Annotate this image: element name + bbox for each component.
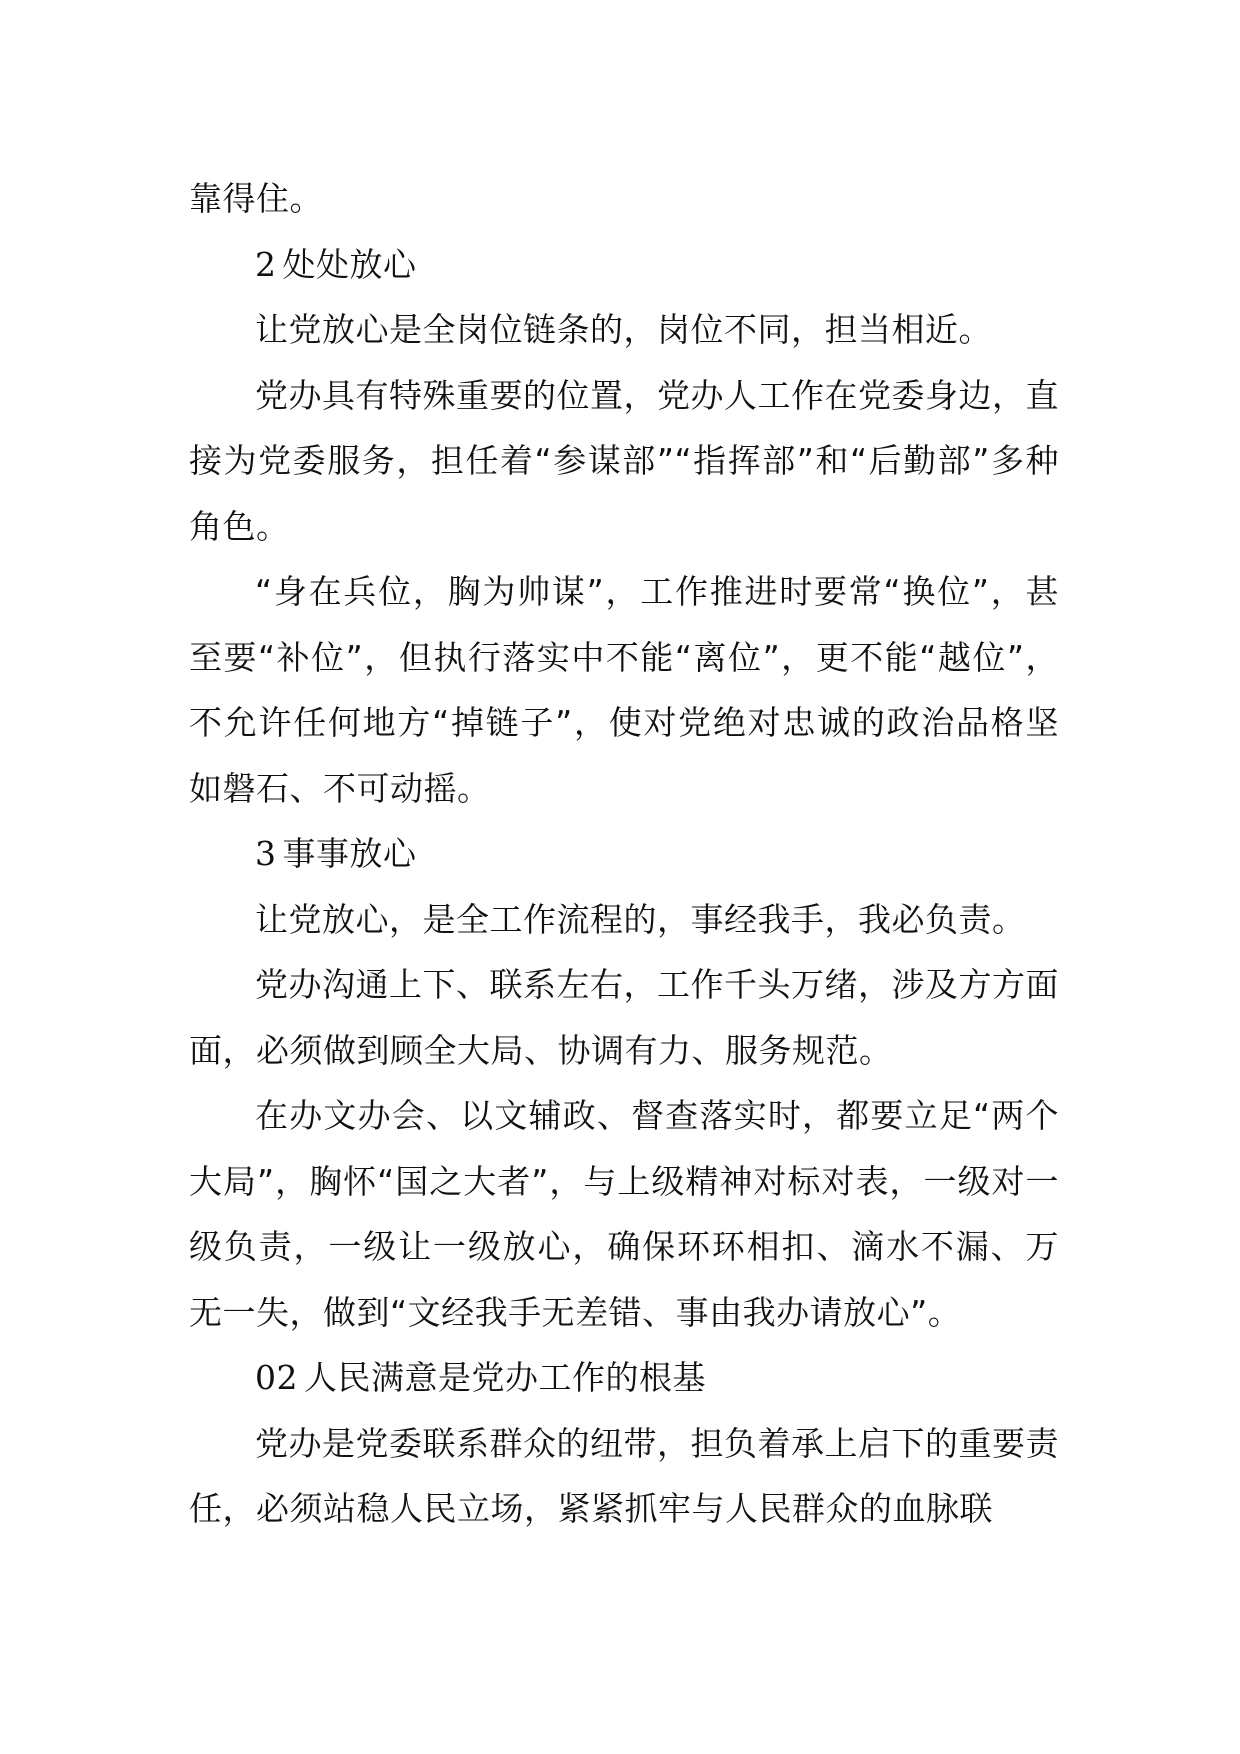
document-page (189, 166, 1059, 1542)
section-number: 2 (255, 244, 277, 284)
paragraph: 党办具有特殊重要的位置，党办人工作在党委身边，直接为党委服务，担任着“参谋部”“指挥部”和“后勤部”多种角色。 (189, 375, 1059, 546)
paragraph: 在办文办会、以文辅政、督查落实时，都要立足“两个大局”，胸怀“国之大者”，与上级精神对标对表，一级对一级负责，一级让一级放心，确保环环相扣、滴水不漏、万无一失，做到“文经我手无差错、事由我办请放心”。 (189, 1096, 1059, 1332)
paragraph: “身在兵位，胸为帅谋”，工作推进时要常“换位”，甚至要“补位”，但执行落实中不能“离位”，更不能“越位”，不允许任何地方“掉链子”，使对党绝对忠诚的政治品格坚如磐石、不可动摇。 (189, 572, 1059, 808)
section-heading-3 (189, 821, 1059, 887)
continuation-text: 靠得住。 (189, 179, 323, 218)
paragraph: 党办是党委联系群众的纽带，担负着承上启下的重要责任，必须站稳人民立场，紧紧抓牢与人民群众的血脉联 (189, 1423, 1059, 1528)
section-heading-02 (189, 1345, 1059, 1411)
paragraph: 让党放心，是全工作流程的，事经我手，我必负责。 (255, 899, 1026, 939)
section-title: 事事放心 (282, 834, 417, 873)
paragraph: 党办沟通上下、联系左右，工作千头万绪，涉及方方面面，必须做到顾全大局、协调有力、服务规范。 (189, 965, 1059, 1070)
section-number: 02 (255, 1358, 298, 1397)
section-title: 人民满意是党办工作的根基 (304, 1358, 706, 1397)
section-title: 处处放心 (282, 244, 417, 284)
paragraph: 让党放心是全岗位链条的，岗位不同，担当相近。 (255, 310, 992, 349)
section-heading-2 (189, 232, 1059, 298)
section-number: 3 (255, 834, 277, 873)
